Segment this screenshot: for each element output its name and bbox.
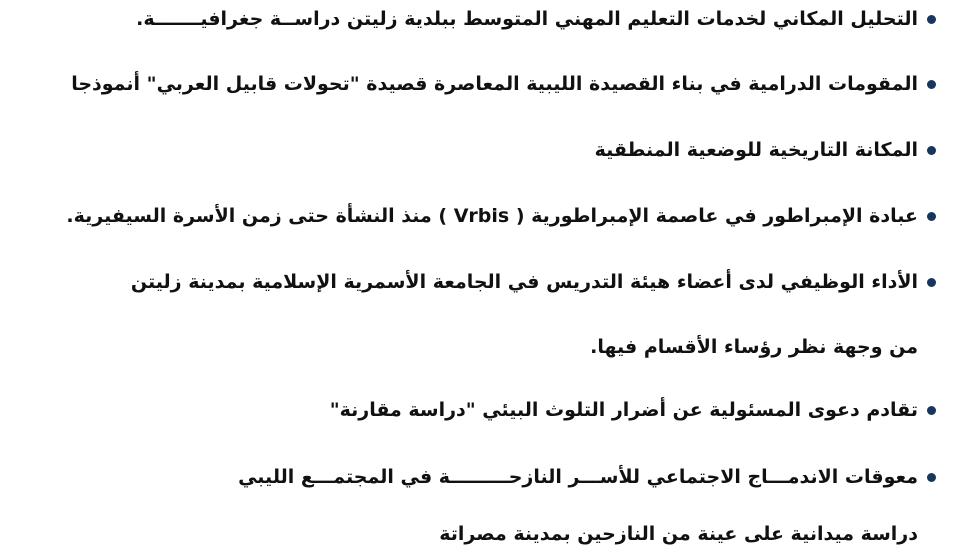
list-item-title: معوقات الاندمـــاج الاجتماعي للأســـر النازحـــــــــة في المجتمـــع الليبي xyxy=(238,466,918,488)
list-item xyxy=(60,460,918,494)
list-item xyxy=(60,133,918,167)
list-item-title: المكانة التاريخية للوضعية المنطقية xyxy=(594,139,918,161)
list-item xyxy=(60,2,918,36)
list-item xyxy=(60,265,918,299)
bullet-icon xyxy=(927,212,936,221)
list-item-title: التحليل المكاني لخدمات التعليم المهني المتوسط ببلدية زليتن دراســة جغرافيـــــــة. xyxy=(136,8,918,30)
list-item xyxy=(60,393,918,427)
list-item-title: تقادم دعوى المسئولية عن أضرار التلوث البيئي "دراسة مقارنة" xyxy=(329,399,918,421)
list-item-title: المقومات الدرامية في بناء القصيدة الليبية المعاصرة قصيدة "تحولات قابيل العربي" أنموذجا xyxy=(71,73,918,95)
bullet-icon xyxy=(927,278,936,287)
list-item-continuation: دراسة ميدانية على عينة من النازحين بمدينة مصراتة xyxy=(439,523,918,545)
list-item-title: الأداء الوظيفي لدى أعضاء هيئة التدريس في الجامعة الأسمرية الإسلامية بمدينة زليتن xyxy=(130,271,918,293)
bullet-icon xyxy=(927,146,936,155)
bullet-icon xyxy=(927,473,936,482)
list-item xyxy=(60,67,918,101)
list-item-title: عبادة الإمبراطور في عاصمة الإمبراطورية ( Vrbis ) منذ النشأة حتى زمن الأسرة السيفيرية. xyxy=(66,205,918,227)
bullet-icon xyxy=(927,406,936,415)
list-item xyxy=(60,199,918,233)
bullet-icon xyxy=(927,15,936,24)
list-item-continuation: من وجهة نظر رؤساء الأقسام فيها. xyxy=(590,336,918,358)
bullet-icon xyxy=(927,80,936,89)
